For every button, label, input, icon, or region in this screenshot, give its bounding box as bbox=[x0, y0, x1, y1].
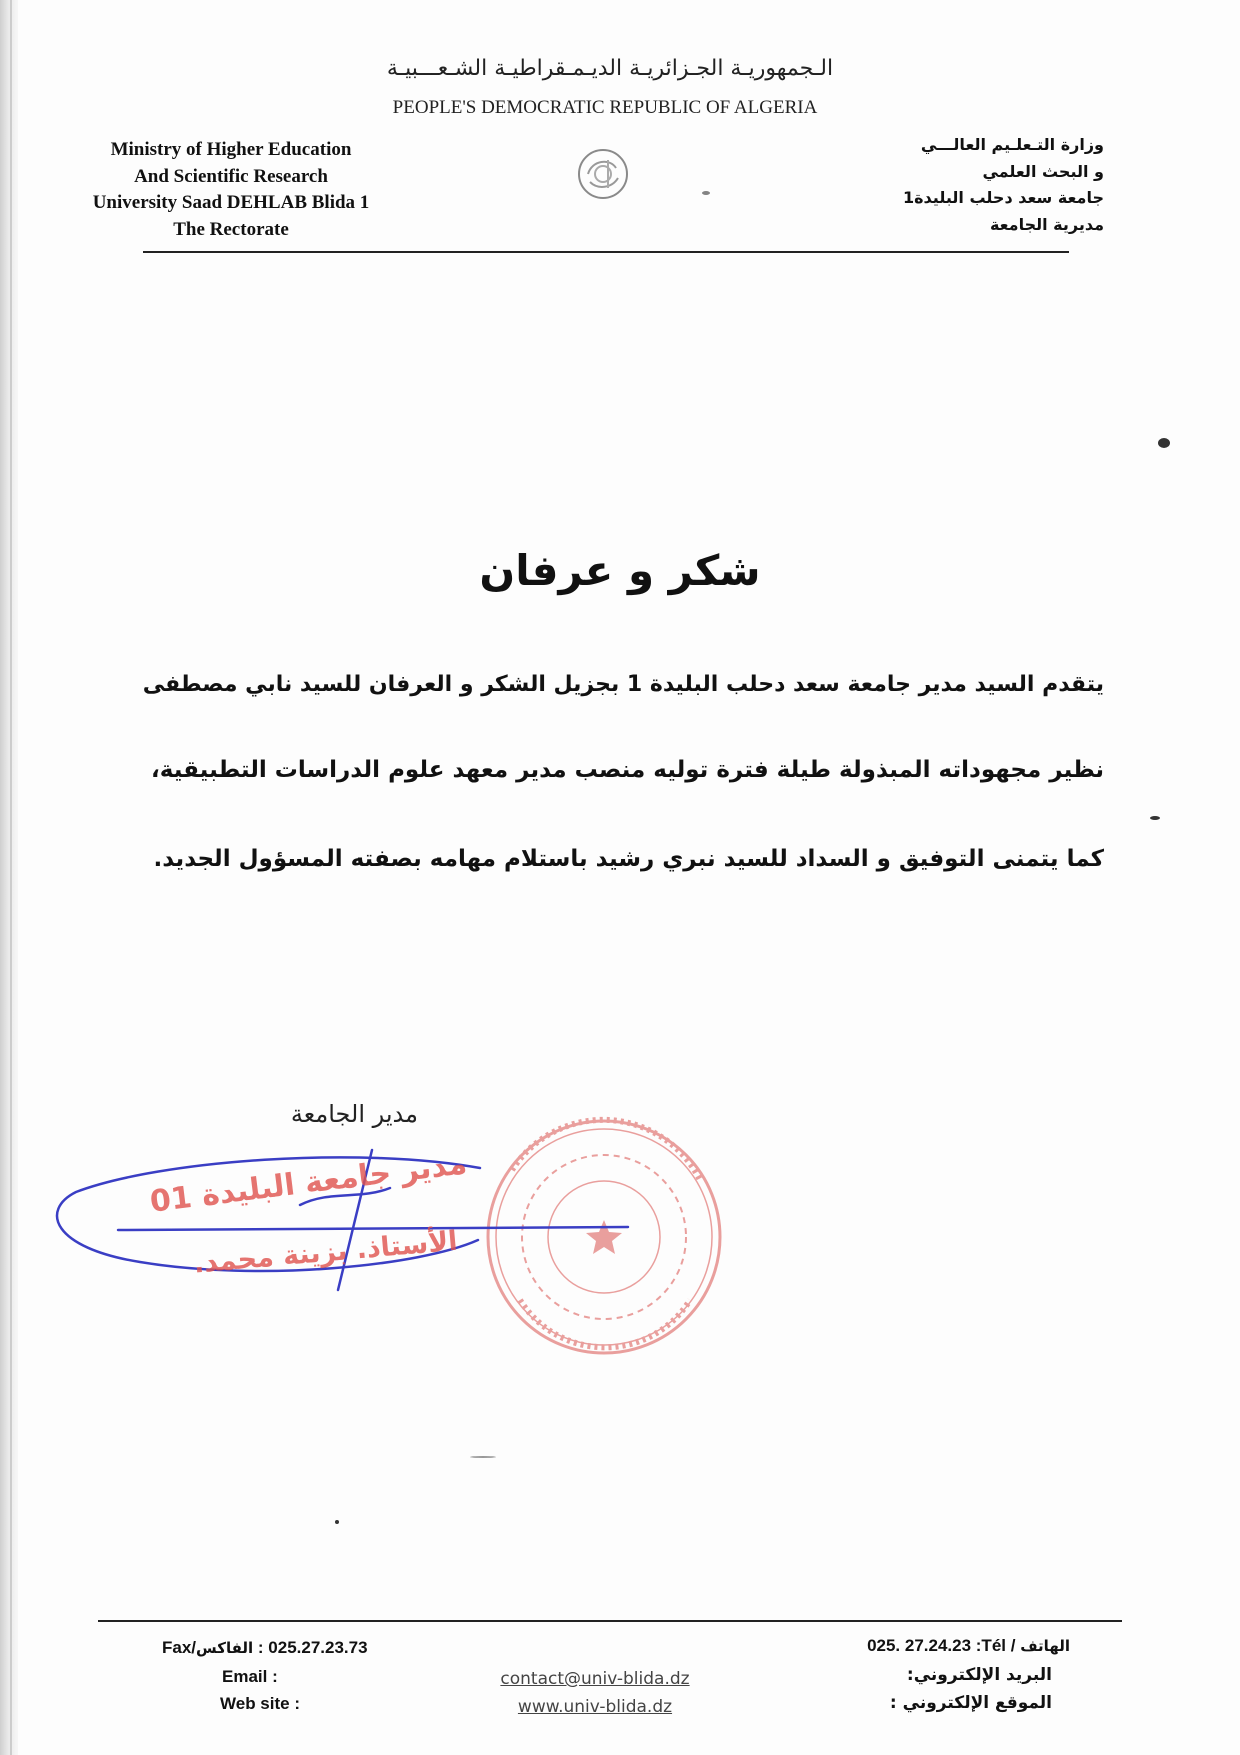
stamp-name: الأستاذ. بزينة محمد. bbox=[192, 1225, 459, 1280]
footer-divider bbox=[98, 1620, 1122, 1622]
scan-edge-line bbox=[10, 0, 12, 1755]
research-line-arabic: و البحث العلمي bbox=[982, 161, 1104, 181]
fax-label-en: Fax/ bbox=[162, 1638, 197, 1657]
rectorate-line-arabic: مديرية الجامعة bbox=[989, 214, 1104, 234]
document-title: شكر و عرفان bbox=[479, 546, 761, 595]
scan-speck bbox=[335, 1520, 339, 1524]
university-line-arabic: جامعة سعد دحلب البليدة1 bbox=[902, 188, 1104, 207]
header-divider bbox=[143, 251, 1069, 253]
email-link[interactable]: contact@univ-blida.dz bbox=[500, 1669, 690, 1689]
fax-number: : 025.27.23.73 bbox=[253, 1638, 368, 1657]
signatory-title: مدير الجامعة bbox=[290, 1100, 418, 1128]
scan-speck bbox=[470, 1456, 496, 1458]
fax-label-ar: الفاكس bbox=[196, 1639, 254, 1657]
republic-title-english: PEOPLE'S DEMOCRATIC REPUBLIC OF ALGERIA bbox=[392, 97, 818, 118]
website-label-ar: الموقع الإلكتروني : bbox=[889, 1693, 1052, 1713]
contact-links bbox=[470, 1665, 720, 1721]
website-label-en: Web site : bbox=[220, 1694, 300, 1713]
email-label-en: Email : bbox=[222, 1667, 278, 1686]
official-seal bbox=[488, 1120, 720, 1353]
stamp-title: مدير جامعة البليدة 01 bbox=[148, 1146, 469, 1220]
ministry-line: Ministry of Higher Education bbox=[110, 139, 352, 160]
institution-block-english bbox=[58, 137, 404, 243]
republic-title-arabic: الـجمهوريـة الجـزائريـة الديـمـقراطيـة الشـعـــبيـة bbox=[386, 56, 834, 81]
scan-speck bbox=[1150, 816, 1160, 820]
university-emblem-icon bbox=[570, 144, 636, 204]
institution-block-arabic bbox=[844, 132, 1104, 238]
ministry-line-arabic: وزارة التـعلـيم العالـــي bbox=[920, 135, 1104, 154]
body-line-1: يتقدم السيد مدير جامعة سعد دحلب البليدة 1 بجزيل الشكر و العرفان للسيد نابي مصطفى bbox=[142, 672, 1104, 697]
scan-speck bbox=[702, 191, 710, 195]
body-line-2: نظير مجهوداته المبذولة طيلة فترة توليه منصب مدير معهد علوم الدراسات التطبيقية، bbox=[151, 757, 1104, 783]
university-line: University Saad DEHLAB Blida 1 bbox=[92, 192, 370, 213]
website-link[interactable]: www.univ-blida.dz bbox=[517, 1697, 673, 1717]
research-line: And Scientific Research bbox=[134, 165, 328, 187]
scan-edge-shadow bbox=[0, 0, 18, 1755]
fax-line bbox=[162, 1638, 368, 1658]
email-label-ar: البريد الإلكتروني: bbox=[906, 1665, 1052, 1685]
scan-speck bbox=[1158, 438, 1170, 448]
phone-line bbox=[867, 1636, 1070, 1656]
body-line-3: كما يتمنى التوفيق و السداد للسيد نبري رشيد باستلام مهامه بصفته المسؤول الجديد. bbox=[153, 846, 1104, 872]
rectorate-line: The Rectorate bbox=[173, 218, 289, 240]
phone-number: 025. 27.24.23 :Tél / bbox=[867, 1636, 1016, 1655]
phone-label-ar: الهاتف bbox=[1020, 1637, 1070, 1655]
